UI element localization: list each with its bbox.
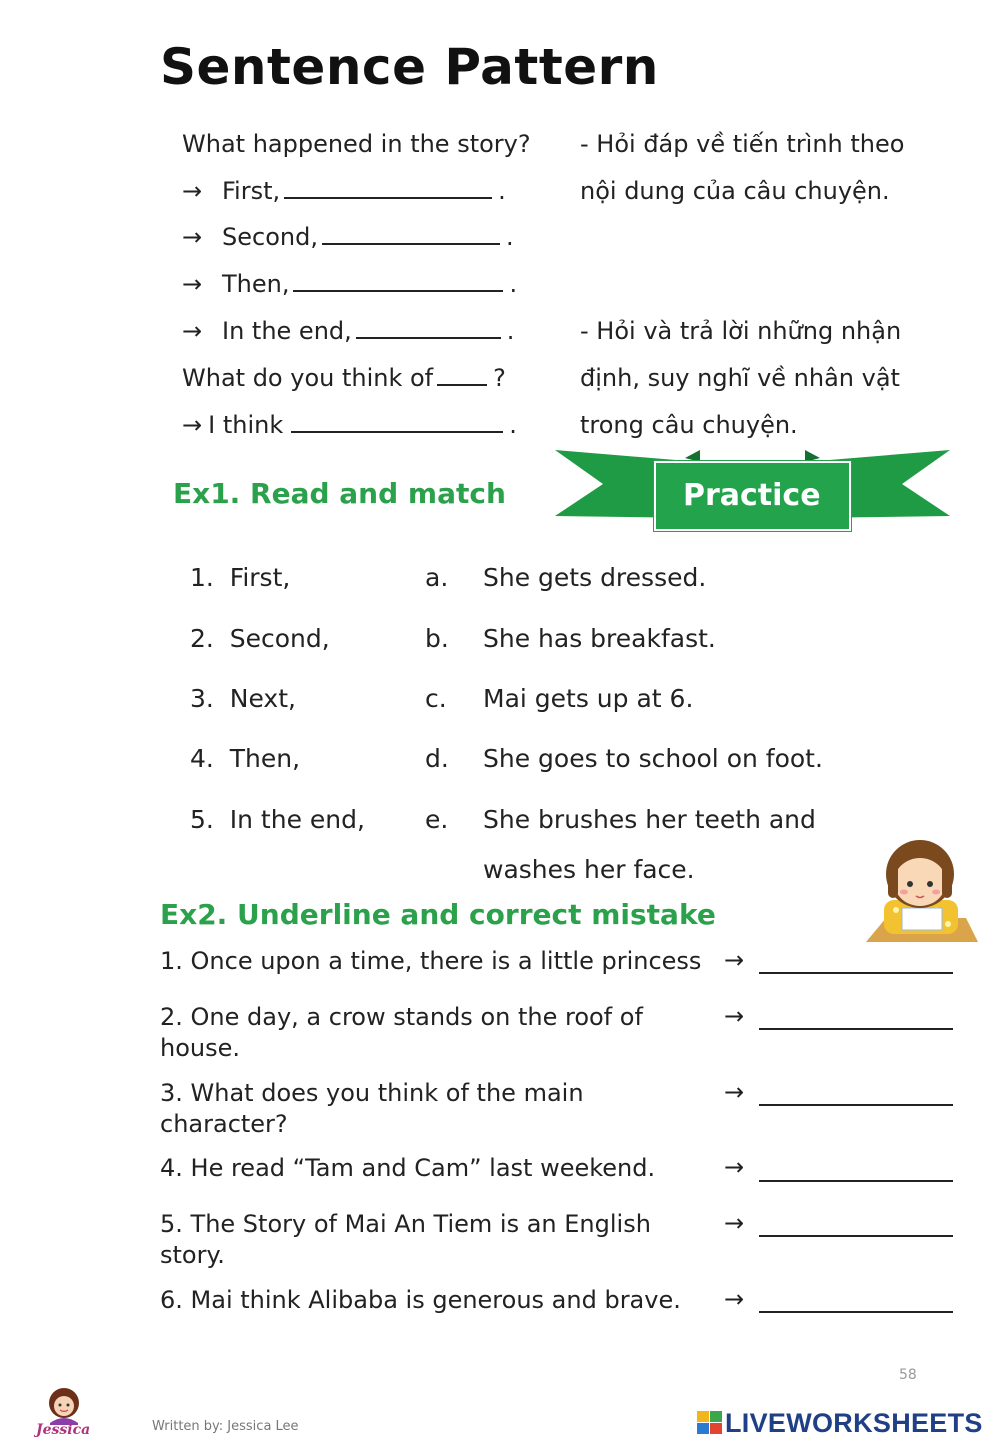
match-left-5 <box>190 805 365 834</box>
match-right-d: She goes to school on foot. <box>483 744 823 773</box>
liveworksheets-text: LIVEWORKSHEETS <box>725 1408 983 1438</box>
practice-ribbon <box>555 448 950 534</box>
match-left-2 <box>190 624 330 653</box>
match-letter-b: b. <box>425 624 449 653</box>
answer-field-4[interactable] <box>759 1180 953 1182</box>
pattern-label: First, <box>222 177 281 205</box>
period: . <box>509 270 518 298</box>
match-right-b: She has breakfast. <box>483 624 716 653</box>
blank-line <box>356 317 501 339</box>
pattern-answer <box>182 411 517 439</box>
pattern-line-second <box>182 223 514 251</box>
match-letter-a: a. <box>425 563 449 592</box>
arrow-icon: → <box>182 317 203 345</box>
pattern-label: Then, <box>222 270 290 298</box>
match-text: First, <box>229 563 291 592</box>
match-left-4 <box>190 744 300 773</box>
page-title: Sentence Pattern <box>160 38 659 96</box>
practice-label: Practice <box>683 478 821 513</box>
match-right-e: She brushes her teeth and <box>483 805 816 834</box>
viet-note-1-line-1: - Hỏi đáp về tiến trình theo <box>580 130 905 158</box>
viet-note-1-line-2: nội dung của câu chuyện. <box>580 177 890 205</box>
arrow-icon: → <box>724 1078 745 1106</box>
blank-line <box>322 223 500 245</box>
girl-writing-icon <box>866 838 978 946</box>
match-right-e-line-2: washes her face. <box>483 855 695 884</box>
jessica-logo-text: Jessica <box>36 1422 91 1438</box>
liveworksheets-icon <box>697 1411 723 1435</box>
answer-field-6[interactable] <box>759 1311 953 1313</box>
ex2-heading: Ex2. Underline and correct mistake <box>160 898 716 931</box>
answer-prefix: I think <box>208 411 284 439</box>
arrow-icon: → <box>182 177 203 205</box>
match-left-3 <box>190 684 296 713</box>
match-letter-d: d. <box>425 744 449 773</box>
pattern-line-first <box>182 177 506 205</box>
arrow-icon: → <box>724 1209 745 1237</box>
answer-field-2[interactable] <box>759 1028 953 1030</box>
match-right-a: She gets dressed. <box>483 563 707 592</box>
arrow-icon: → <box>724 1285 745 1313</box>
ex2-item-6: 6. Mai think Alibaba is generous and brave. <box>160 1286 681 1314</box>
match-text: Second, <box>229 624 330 653</box>
viet-note-2-line-2: định, suy nghĩ về nhân vật <box>580 364 900 392</box>
ex2-item-3: 3. What does you think of the main character? <box>160 1079 584 1138</box>
arrow-icon: → <box>182 223 203 251</box>
pattern-question-2 <box>182 364 506 392</box>
blank-line <box>293 270 503 292</box>
match-number: 2. <box>190 624 214 653</box>
ex2-item-1: 1. Once upon a time, there is a little princess <box>160 947 702 975</box>
match-number: 1. <box>190 563 214 592</box>
arrow-icon: → <box>724 1153 745 1181</box>
ex2-item-5: 5. The Story of Mai An Tiem is an English story. <box>160 1210 651 1269</box>
arrow-icon: → <box>182 270 203 298</box>
pattern-label: In the end, <box>222 317 352 345</box>
ex2-item-4: 4. He read “Tam and Cam” last weekend. <box>160 1154 656 1182</box>
period: . <box>498 177 506 205</box>
period: . <box>506 317 515 345</box>
pattern-label: Second, <box>222 223 318 251</box>
page-number: 58 <box>899 1367 917 1383</box>
viet-note-2-line-1: - Hỏi và trả lời những nhận <box>580 317 902 345</box>
match-text: In the end, <box>229 805 365 834</box>
question2-prefix: What do you think of <box>182 364 434 392</box>
match-letter-e: e. <box>425 805 449 834</box>
jessica-logo <box>34 1385 94 1441</box>
match-right-c: Mai gets up at 6. <box>483 684 694 713</box>
blank-line <box>291 411 503 433</box>
girl-illustration <box>866 838 978 946</box>
pattern-line-then <box>182 270 517 298</box>
liveworksheets-logo[interactable] <box>697 1408 983 1439</box>
answer-field-1[interactable] <box>759 972 953 974</box>
match-number: 5. <box>190 805 214 834</box>
match-left-1 <box>190 563 290 592</box>
written-by: Written by: Jessica Lee <box>152 1419 299 1434</box>
ex2-item-2: 2. One day, a crow stands on the roof of house. <box>160 1003 643 1062</box>
pattern-question-1: What happened in the story? <box>182 130 531 158</box>
question2-suffix: ? <box>493 364 506 392</box>
match-text: Then, <box>229 744 301 773</box>
blank-line <box>284 177 492 199</box>
match-number: 4. <box>190 744 214 773</box>
match-number: 3. <box>190 684 214 713</box>
answer-field-3[interactable] <box>759 1104 953 1106</box>
answer-field-5[interactable] <box>759 1235 953 1237</box>
ex1-heading: Ex1. Read and match <box>173 477 506 510</box>
period: . <box>505 223 514 251</box>
period: . <box>509 411 517 439</box>
viet-note-2-line-3: trong câu chuyện. <box>580 411 798 439</box>
match-letter-c: c. <box>425 684 447 713</box>
match-text: Next, <box>229 684 296 713</box>
arrow-icon: → <box>724 1002 745 1030</box>
arrow-icon: → <box>182 411 203 439</box>
pattern-line-in-the-end <box>182 317 514 345</box>
arrow-icon: → <box>724 946 745 974</box>
blank-line <box>437 364 487 386</box>
